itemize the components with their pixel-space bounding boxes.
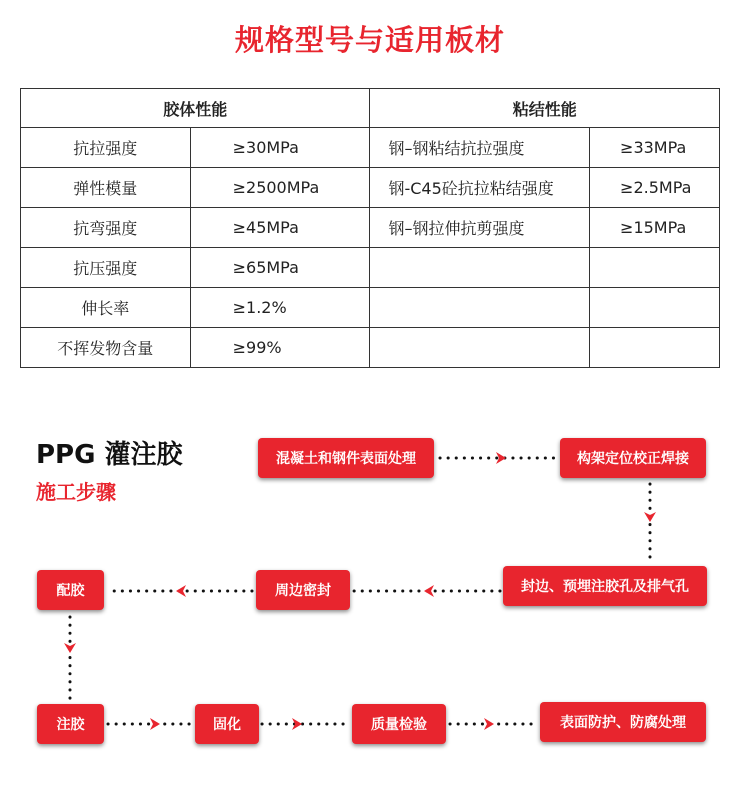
- header-colloid-performance: 胶体性能: [21, 89, 370, 128]
- step-surface-treatment: 混凝土和钢件表面处理: [258, 438, 434, 478]
- value-cell: ≥2500MPa: [190, 168, 370, 208]
- arrow-right-icon: [496, 452, 506, 464]
- arrow-down-icon: [644, 512, 656, 522]
- bond-value-cell: ≥2.5MPa: [590, 168, 720, 208]
- table-row: [21, 128, 720, 168]
- bond-value-cell: [590, 328, 720, 368]
- spec-table: [20, 88, 720, 368]
- bond-property-cell: [370, 248, 590, 288]
- step-frame-positioning: 构架定位校正焊接: [560, 438, 706, 478]
- property-cell: 抗拉强度: [21, 128, 191, 168]
- value-cell: ≥65MPa: [190, 248, 370, 288]
- step-inject-glue: 注胶: [37, 704, 104, 744]
- arrow-left-icon: [176, 585, 186, 597]
- step-edge-sealing: 封边、预埋注胶孔及排气孔: [503, 566, 707, 606]
- property-cell: 弹性模量: [21, 168, 191, 208]
- table-header-row: [21, 89, 720, 128]
- header-bonding-performance: 粘结性能: [370, 89, 720, 128]
- bond-property-cell: 钢-C45砼抗拉粘结强度: [370, 168, 590, 208]
- step-surface-protection: 表面防护、防腐处理: [540, 702, 706, 742]
- property-cell: 抗压强度: [21, 248, 191, 288]
- step-quality-inspection: 质量检验: [352, 704, 446, 744]
- table-row: [21, 208, 720, 248]
- bond-value-cell: ≥15MPa: [590, 208, 720, 248]
- table-row: [21, 288, 720, 328]
- bond-value-cell: ≥33MPa: [590, 128, 720, 168]
- property-cell: 不挥发物含量: [21, 328, 191, 368]
- value-cell: ≥30MPa: [190, 128, 370, 168]
- bond-value-cell: [590, 288, 720, 328]
- page-title: 规格型号与适用板材: [234, 23, 505, 57]
- bond-property-cell: [370, 328, 590, 368]
- arrow-right-icon: [484, 718, 494, 730]
- process-title: PPG 灌注胶: [36, 440, 183, 470]
- arrow-down-icon: [64, 643, 76, 653]
- arrow-right-icon: [292, 718, 302, 730]
- bond-property-cell: 钢–钢拉伸抗剪强度: [370, 208, 590, 248]
- arrow-right-icon: [150, 718, 160, 730]
- table-row: [21, 168, 720, 208]
- process-subtitle: 施工步骤: [36, 480, 116, 504]
- bond-property-cell: 钢–钢粘结抗拉强度: [370, 128, 590, 168]
- value-cell: ≥99%: [190, 328, 370, 368]
- value-cell: ≥45MPa: [190, 208, 370, 248]
- table-row: [21, 248, 720, 288]
- step-mix-glue: 配胶: [37, 570, 104, 610]
- table-row: [21, 328, 720, 368]
- property-cell: 抗弯强度: [21, 208, 191, 248]
- bond-value-cell: [590, 248, 720, 288]
- arrow-left-icon: [424, 585, 434, 597]
- bond-property-cell: [370, 288, 590, 328]
- step-curing: 固化: [195, 704, 259, 744]
- value-cell: ≥1.2%: [190, 288, 370, 328]
- property-cell: 伸长率: [21, 288, 191, 328]
- step-perimeter-seal: 周边密封: [256, 570, 350, 610]
